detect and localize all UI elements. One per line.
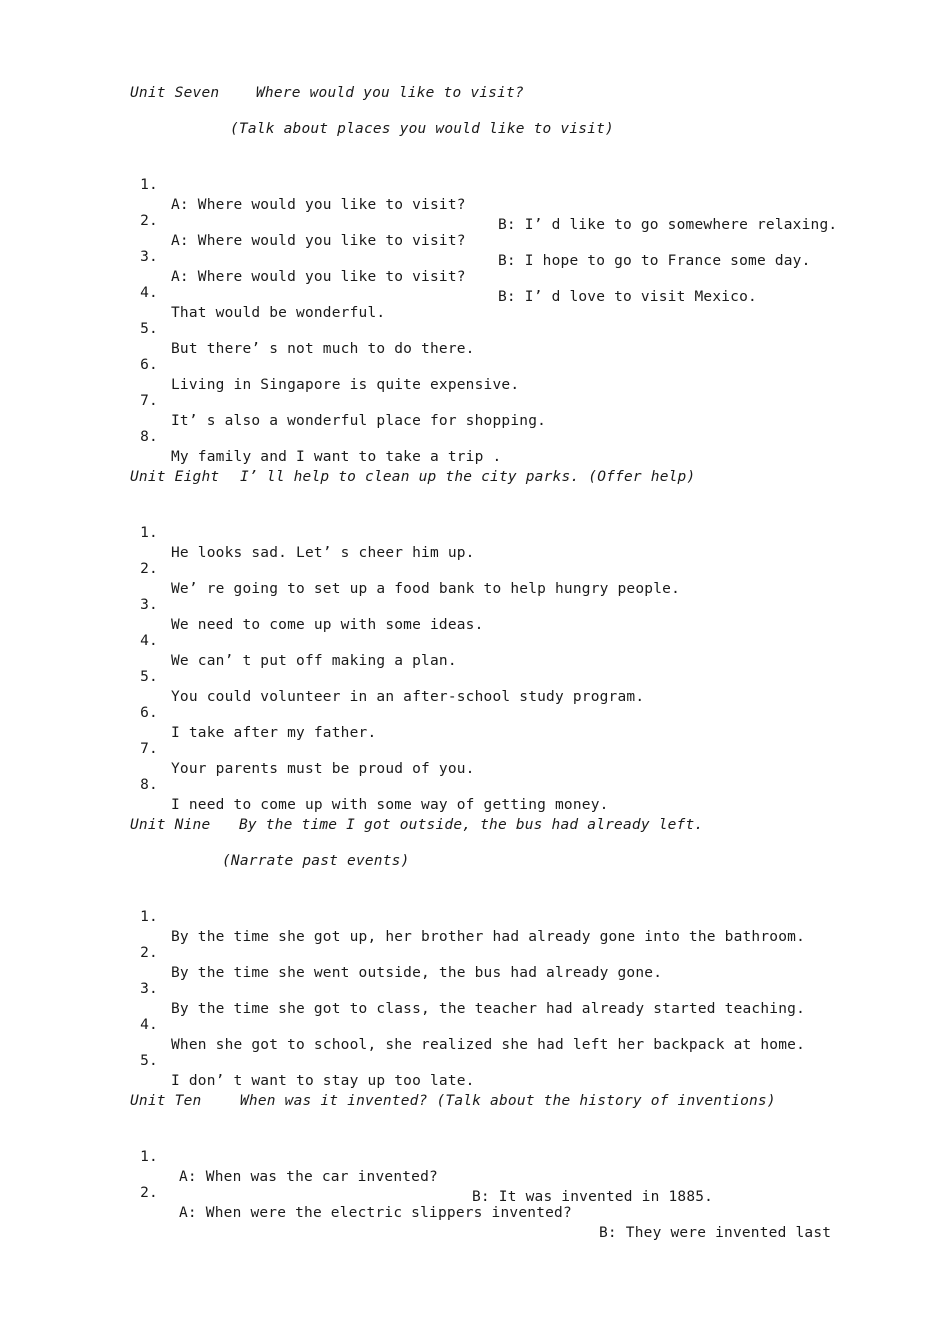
- item-text-a: He looks sad. Let’ s cheer him up.: [171, 545, 475, 561]
- item-text-b: B: I’ d like to go somewhere relaxing.: [498, 217, 838, 233]
- item-text-a: A: When were the electric slippers invented?: [179, 1205, 572, 1221]
- item-text-a: But there’ s not much to do there.: [171, 341, 475, 357]
- item-text-a: Living in Singapore is quite expensive.: [171, 377, 520, 393]
- item-text-a: When she got to school, she realized she had left her backpack at home.: [171, 1037, 806, 1053]
- item-text-a: I don’ t want to stay up too late.: [171, 1073, 475, 1089]
- item-text-a: That would be wonderful.: [171, 305, 386, 321]
- unit-heading-title: By the time I got outside, the bus had already left.: [239, 817, 704, 833]
- item-number: 6.: [140, 705, 158, 721]
- item-text-a: We need to come up with some ideas.: [171, 617, 484, 633]
- item-number: 1.: [140, 1149, 158, 1165]
- item-text-a: We can’ t put off making a plan.: [171, 653, 457, 669]
- item-text-b: B: I hope to go to France some day.: [498, 253, 811, 269]
- item-number: 5.: [140, 1053, 158, 1069]
- item-number: 4.: [140, 285, 158, 301]
- item-number: 2.: [140, 213, 158, 229]
- item-number: 1.: [140, 525, 158, 541]
- unit-subheading: (Talk about places you would like to visit): [230, 121, 614, 137]
- item-text-a: We’ re going to set up a food bank to help hungry people.: [171, 581, 680, 597]
- item-text-a: A: Where would you like to visit?: [171, 269, 466, 285]
- unit-heading-label: Unit Eight: [130, 469, 220, 485]
- item-number: 5.: [140, 321, 158, 337]
- item-number: 8.: [140, 429, 158, 445]
- item-number: 2.: [140, 1185, 158, 1201]
- item-number: 3.: [140, 597, 158, 613]
- unit-heading-label: Unit Seven: [130, 85, 220, 101]
- item-number: 5.: [140, 669, 158, 685]
- item-text-a: By the time she went outside, the bus had already gone.: [171, 965, 663, 981]
- item-number: 4.: [140, 1017, 158, 1033]
- unit-heading-label: Unit Ten: [130, 1093, 202, 1109]
- item-text-a: A: Where would you like to visit?: [171, 233, 466, 249]
- item-number: 1.: [140, 909, 158, 925]
- item-text-a: You could volunteer in an after-school study program.: [171, 689, 645, 705]
- item-text-b: B: I’ d love to visit Mexico.: [498, 289, 757, 305]
- item-number: 4.: [140, 633, 158, 649]
- item-number: 6.: [140, 357, 158, 373]
- item-text-a: By the time she got to class, the teacher had already started teaching.: [171, 1001, 806, 1017]
- unit-heading-title: I’ ll help to clean up the city parks. (Offer help): [240, 469, 696, 485]
- item-number: 7.: [140, 741, 158, 757]
- item-text-a: By the time she got up, her brother had already gone into the bathroom.: [171, 929, 806, 945]
- unit-heading-title: Where would you like to visit?: [256, 85, 524, 101]
- item-number: 7.: [140, 393, 158, 409]
- item-text-a: My family and I want to take a trip .: [171, 449, 502, 465]
- item-number: 1.: [140, 177, 158, 193]
- list-item: [0, 1163, 950, 1263]
- item-text-b: B: They were invented last: [599, 1225, 832, 1241]
- item-number: 2.: [140, 945, 158, 961]
- item-number: 3.: [140, 981, 158, 997]
- item-number: 8.: [140, 777, 158, 793]
- item-text-a: I take after my father.: [171, 725, 377, 741]
- unit-heading-label: Unit Nine: [130, 817, 211, 833]
- unit-heading-title: When was it invented? (Talk about the history of inventions): [240, 1093, 776, 1109]
- item-text-a: A: Where would you like to visit?: [171, 197, 466, 213]
- item-text-a: I need to come up with some way of getting money.: [171, 797, 609, 813]
- unit-subheading: (Narrate past events): [222, 853, 410, 869]
- item-text-a: It’ s also a wonderful place for shopping.: [171, 413, 547, 429]
- item-text-b: B: It was invented in 1885.: [472, 1189, 714, 1205]
- item-number: 2.: [140, 561, 158, 577]
- item-text-a: A: When was the car invented?: [179, 1169, 438, 1185]
- item-number: 3.: [140, 249, 158, 265]
- item-text-a: Your parents must be proud of you.: [171, 761, 475, 777]
